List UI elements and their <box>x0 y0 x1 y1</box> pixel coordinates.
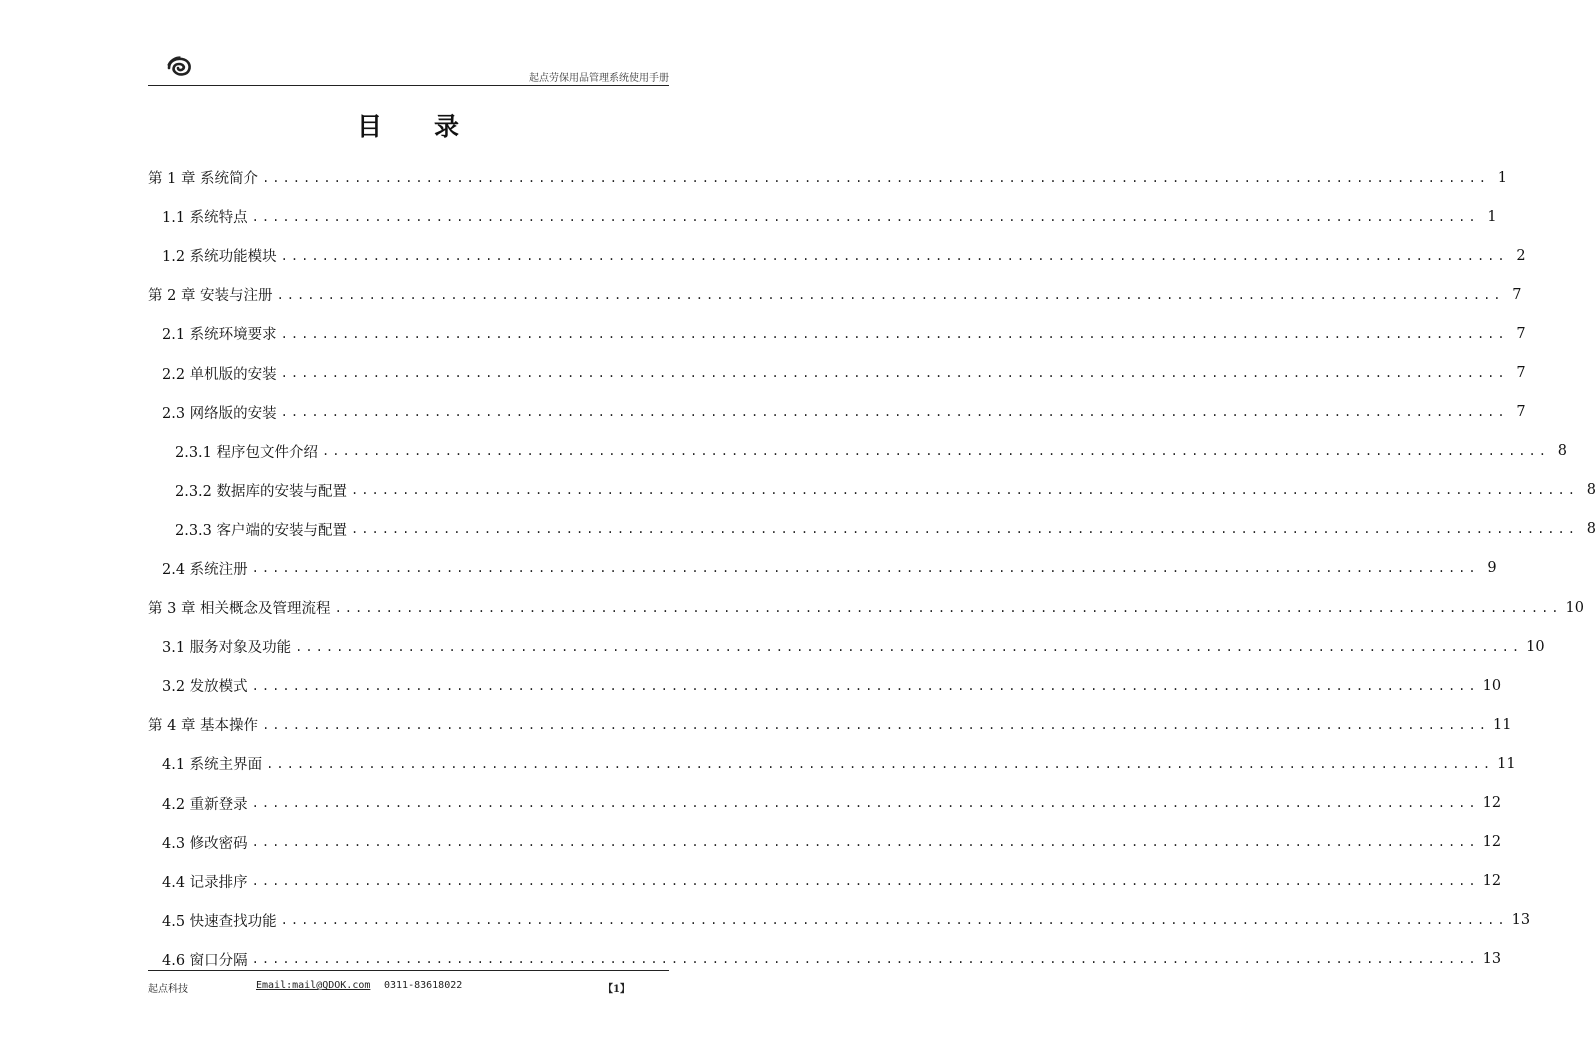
toc-entry-label: 2.2 单机版的安装 <box>162 366 277 383</box>
toc-page-number: 10 <box>1565 599 1584 616</box>
toc-page-number: 7 <box>1516 325 1526 342</box>
toc-entry-1-2[interactable] <box>148 236 1526 275</box>
toc-entry-2-3-2[interactable] <box>148 471 1596 510</box>
toc-title: 目录 <box>356 112 511 141</box>
toc-entry-4-5[interactable] <box>148 901 1531 940</box>
swirl-logo-icon <box>166 56 192 78</box>
toc-entry-3-2[interactable] <box>148 666 1502 705</box>
toc-entry-label: 第 2 章 安装与注册 <box>148 288 273 305</box>
toc-entry-label: 2.1 系统环境要求 <box>162 327 277 344</box>
toc-entry-label: 1.1 系统特点 <box>162 210 248 227</box>
toc-entry-chapter-4[interactable] <box>148 705 1512 744</box>
toc-entry-label: 4.3 修改密码 <box>162 835 248 852</box>
dot-leader: ........................................................................................................................ <box>251 209 1479 224</box>
toc-entry-label: 4.5 快速查找功能 <box>162 913 277 930</box>
toc-entry-label: 4.2 重新登录 <box>162 796 248 813</box>
dot-leader: ........................................................................................................................ <box>266 756 1494 771</box>
toc-entry-2-3-3[interactable] <box>148 510 1596 549</box>
toc-page-number: 7 <box>1512 286 1522 303</box>
dot-leader: ........................................................................................................................ <box>251 678 1479 693</box>
toc-page-number: 12 <box>1482 873 1502 890</box>
toc-entry-chapter-2[interactable] <box>148 275 1522 314</box>
header-divider <box>148 85 669 86</box>
dot-leader: ........................................................................................................................ <box>251 561 1479 576</box>
toc-entry-label: 2.3 网络版的安装 <box>162 405 277 422</box>
toc-entry-2-3-1[interactable] <box>148 432 1567 471</box>
dot-leader: ........................................................................................................................ <box>280 326 1508 341</box>
toc-entry-label: 2.4 系统注册 <box>162 561 248 578</box>
toc-page-number: 1 <box>1497 169 1508 186</box>
toc-entry-4-2[interactable] <box>148 784 1502 823</box>
toc-entry-2-3[interactable] <box>148 393 1526 432</box>
toc-entry-label: 2.3.2 数据库的安装与配置 <box>175 483 348 500</box>
toc-entry-2-4[interactable] <box>148 549 1497 588</box>
toc-entry-label: 2.3.3 客户端的安装与配置 <box>175 522 348 539</box>
toc-entry-4-1[interactable] <box>148 744 1516 783</box>
toc-page-number: 12 <box>1482 795 1502 812</box>
toc-entry-label: 4.1 系统主界面 <box>162 757 263 774</box>
toc-entry-label: 1.2 系统功能模块 <box>162 249 277 266</box>
toc-page-number: 1 <box>1487 208 1497 225</box>
toc-page-number: 10 <box>1482 677 1502 694</box>
toc-entry-chapter-3[interactable] <box>148 588 1584 627</box>
dot-leader: ........................................................................................................................ <box>276 287 1504 302</box>
dot-leader: ........................................................................................................................ <box>351 522 1578 537</box>
toc-entry-4-3[interactable] <box>148 823 1502 862</box>
footer-divider <box>148 970 669 971</box>
toc-entry-2-2[interactable] <box>148 353 1526 392</box>
footer-page-number: 【1】 <box>603 984 630 995</box>
toc-entry-label: 第 4 章 基本操作 <box>148 718 259 735</box>
toc-entry-label: 第 3 章 相关概念及管理流程 <box>148 601 331 618</box>
footer-email-link[interactable]: Email:mail@QDOK.com <box>256 980 371 991</box>
toc-page-number: 7 <box>1516 404 1526 421</box>
dot-leader: ........................................................................................................................ <box>262 170 1490 185</box>
footer-company: 起点科技 <box>148 984 188 995</box>
dot-leader: ........................................................................................................................ <box>334 600 1562 615</box>
toc-page-number: 13 <box>1511 912 1531 929</box>
toc-page-number: 10 <box>1526 638 1545 655</box>
toc-entry-label: 2.3.1 程序包文件介绍 <box>175 444 319 461</box>
toc-page-number: 8 <box>1586 521 1596 538</box>
toc-page-number: 9 <box>1487 560 1497 577</box>
dot-leader: ........................................................................................................................ <box>351 483 1578 498</box>
dot-leader: ........................................................................................................................ <box>295 639 1523 654</box>
dot-leader: ........................................................................................................................ <box>251 835 1479 850</box>
toc-entry-4-4[interactable] <box>148 862 1502 901</box>
toc-entry-label: 3.1 服务对象及功能 <box>162 640 292 657</box>
toc-entry-label: 4.4 记录排序 <box>162 874 248 891</box>
toc-page-number: 12 <box>1482 834 1502 851</box>
table-of-contents <box>148 158 1596 979</box>
dot-leader: ........................................................................................................................ <box>280 405 1508 420</box>
toc-page-number: 11 <box>1493 716 1512 733</box>
dot-leader: ........................................................................................................................ <box>251 874 1479 889</box>
header-title: 起点劳保用品管理系统使用手册 <box>529 73 669 84</box>
toc-page-number: 11 <box>1497 755 1516 772</box>
footer-phone: 0311-83618022 <box>384 980 463 991</box>
toc-entry-label: 4.6 窗口分隔 <box>162 952 248 969</box>
toc-page-number: 13 <box>1482 951 1502 968</box>
dot-leader: ........................................................................................................................ <box>262 717 1490 732</box>
dot-leader: ........................................................................................................................ <box>251 796 1479 811</box>
toc-page-number: 2 <box>1516 247 1526 264</box>
dot-leader: ........................................................................................................................ <box>322 444 1549 459</box>
toc-page-number: 8 <box>1557 443 1567 460</box>
toc-page-number: 7 <box>1516 365 1526 382</box>
dot-leader: ........................................................................................................................ <box>280 366 1508 381</box>
dot-leader: ........................................................................................................................ <box>280 248 1508 263</box>
toc-page-number: 8 <box>1586 482 1596 499</box>
toc-entry-2-1[interactable] <box>148 314 1526 353</box>
toc-entry-label: 3.2 发放模式 <box>162 679 248 696</box>
toc-entry-4-6[interactable] <box>148 940 1502 979</box>
toc-entry-label: 第 1 章 系统简介 <box>148 171 259 188</box>
toc-entry-chapter-1[interactable] <box>148 158 1508 197</box>
dot-leader: ........................................................................................................................ <box>280 913 1508 928</box>
dot-leader: ........................................................................................................................ <box>251 952 1479 967</box>
toc-entry-1-1[interactable] <box>148 197 1497 236</box>
toc-entry-3-1[interactable] <box>148 627 1545 666</box>
